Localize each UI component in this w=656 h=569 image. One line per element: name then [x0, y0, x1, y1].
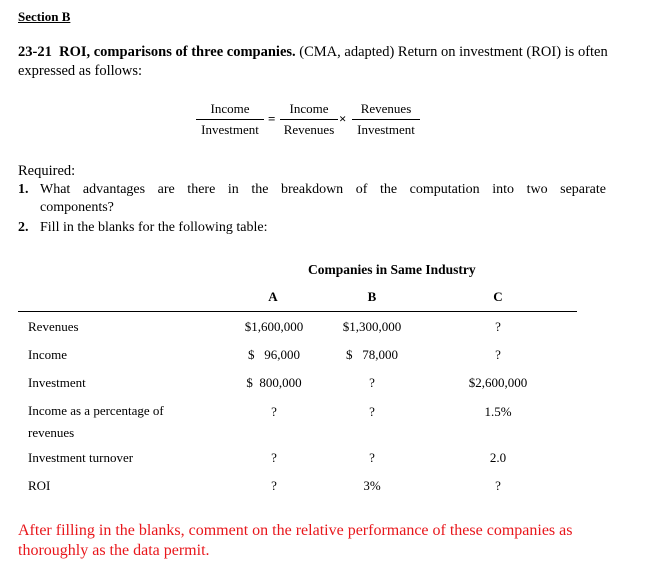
cell-c-income-pct: 1.5% [484, 404, 512, 419]
required-label: Required: [18, 163, 76, 179]
cell-b-investment: ? [369, 375, 375, 390]
formula-lhs-denominator: Investment [201, 122, 259, 137]
cell-c-income: ? [495, 347, 501, 362]
row-label-income-pct [28, 400, 164, 444]
cell-c-turnover: 2.0 [489, 450, 507, 465]
formula-times: × [339, 111, 347, 126]
cell-b-income: $ 78,000 [346, 347, 398, 362]
cell-c-revenues: ? [495, 319, 501, 334]
formula-equals: = [268, 111, 276, 126]
problem-title: ROI, comparisons of three companies. [59, 44, 296, 60]
table-group-header: Companies in Same Industry [308, 262, 476, 277]
table-header-rule [18, 311, 577, 312]
cell-c-investment: $2,600,000 [468, 375, 528, 390]
section-title: Section B [18, 9, 71, 24]
question-text-cont: components? [40, 200, 114, 215]
row-label-income: Income [28, 347, 67, 362]
column-header-c: C [493, 289, 503, 304]
cell-a-investment: $ 800,000 [246, 375, 302, 390]
row-label-revenues: Revenues [28, 319, 79, 334]
question-text: Fill in the blanks for the following table: [40, 220, 268, 235]
row-label-investment: Investment [28, 375, 86, 390]
comment-instruction: After filling in the blanks, comment on the relative performance of these companies as thoroughly as the data permit. [18, 522, 573, 559]
question-1 [18, 181, 606, 217]
formula-rhs [352, 101, 420, 138]
question-list [18, 181, 606, 239]
cell-b-roi: 3% [363, 478, 381, 493]
row-label-line: revenues [28, 425, 75, 440]
problem-number: 23-21 [18, 44, 52, 60]
column-header-b: B [367, 289, 377, 304]
formula-lhs-numerator: Income [196, 101, 264, 120]
formula-rhs-numerator: Revenues [352, 101, 420, 120]
question-2 [18, 219, 606, 237]
question-text: What advantages are there in the breakdown of the computation into two separate [40, 182, 606, 197]
question-number: 1. [18, 182, 29, 197]
column-header-a: A [268, 289, 278, 304]
formula-mid-denominator: Revenues [283, 122, 335, 137]
cell-c-roi: ? [495, 478, 501, 493]
question-number: 2. [18, 220, 29, 235]
cell-a-income-pct: ? [271, 404, 277, 419]
cell-b-turnover: ? [369, 450, 375, 465]
cell-a-revenues: $1,600,000 [244, 319, 304, 334]
cell-a-turnover: ? [271, 450, 277, 465]
cell-a-income: $ 96,000 [248, 347, 300, 362]
formula-rhs-denominator: Investment [357, 122, 415, 137]
cell-b-revenues: $1,300,000 [342, 319, 402, 334]
row-label-roi: ROI [28, 478, 51, 493]
formula-mid [280, 101, 338, 138]
formula-lhs [196, 101, 264, 138]
row-label-turnover: Investment turnover [28, 450, 134, 465]
cell-a-roi: ? [271, 478, 277, 493]
cell-b-income-pct: ? [369, 404, 375, 419]
formula-mid-numerator: Income [280, 101, 338, 120]
problem-intro [18, 43, 638, 81]
problem-intro-text: (CMA, adapted) Return on investment (ROI) is often expressed as follows: [18, 44, 608, 79]
row-label-line: Income as a percentage of [28, 403, 164, 418]
